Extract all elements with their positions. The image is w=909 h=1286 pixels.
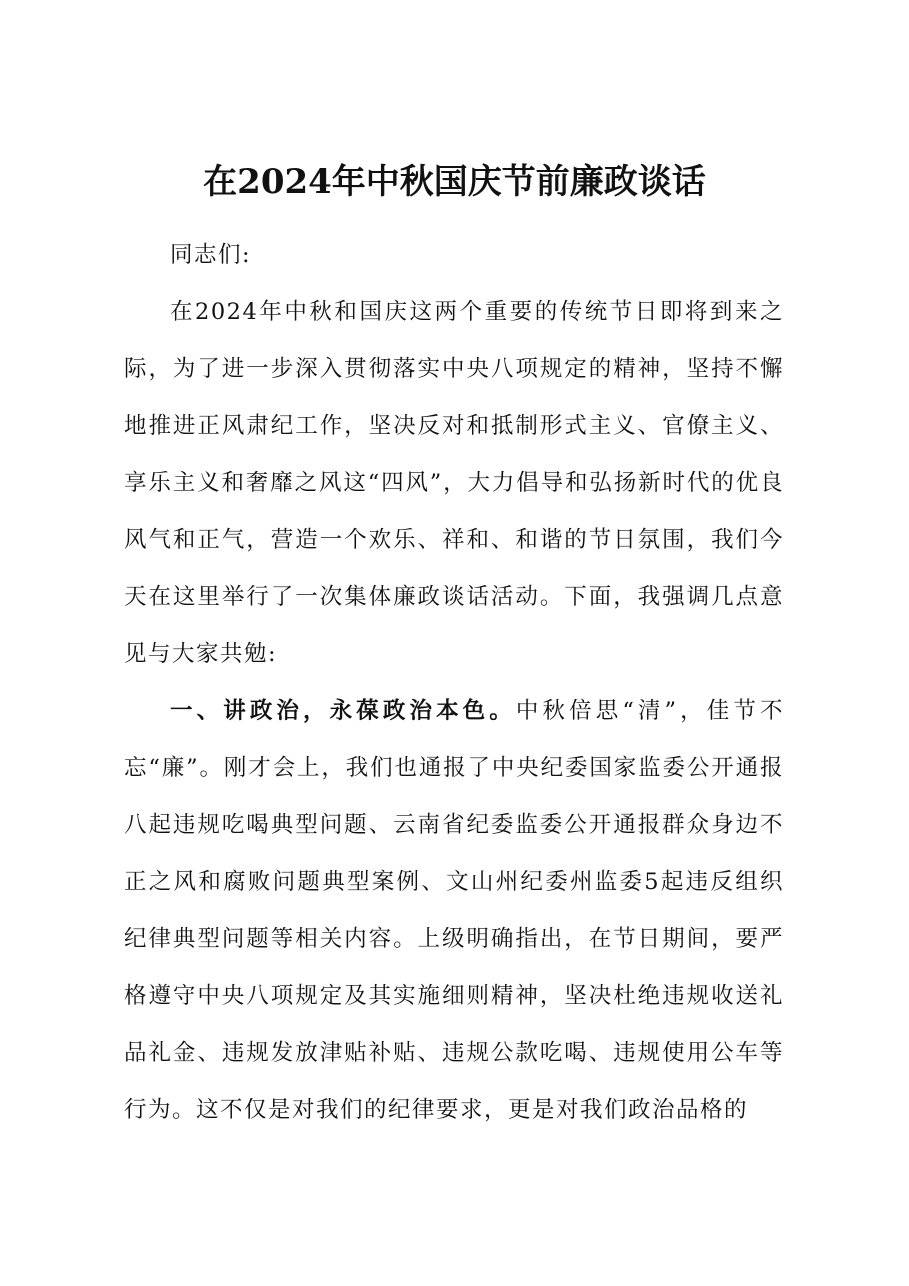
salutation: 同志们: [170,242,252,268]
document-title: 在2024年中秋国庆节前廉政谈话 [203,162,706,202]
paragraph-intro: 在2024年中秋和国庆这两个重要的传统节日即将到来之际，为了进一步深入贯彻落实中央八项规定的精神，坚持不懈地推进正风肃纪工作，坚决反对和抵制形式主义、官僚主义、享乐主义和奢靡之风这“四风”，大力倡导和弘扬新时代的优良风气和正气，营造一个欢乐、祥和、和谐的节日氛围，我们今天在这里举行了一次集体廉政谈话活动。下面，我强调几点意见与大家共勉: [124,299,784,667]
section-1-text: 中秋倍思“清”，佳节不忘“廉”。刚才会上，我们也通报了中央纪委国家监委公开通报八起违规吃喝典型问题、云南省纪委监委公开通报群众身边不正之风和腐败问题典型案例、文山州纪委州监委5起违反组织纪律典型问题等相关内容。上级明确指出，在节日期间，要严格遵守中央八项规定及其实施细则精神，坚决杜绝违规收送礼品礼金、违规发放津贴补贴、违规公款吃喝、违规使用公车等行为。这不仅是对我们的纪律要求，更是对我们政治品格的 [124,698,784,1123]
document-body [124,227,784,1139]
section-1-heading: 一、讲政治，永葆政治本色。 [170,698,516,724]
section-1-paragraph [124,683,784,1139]
